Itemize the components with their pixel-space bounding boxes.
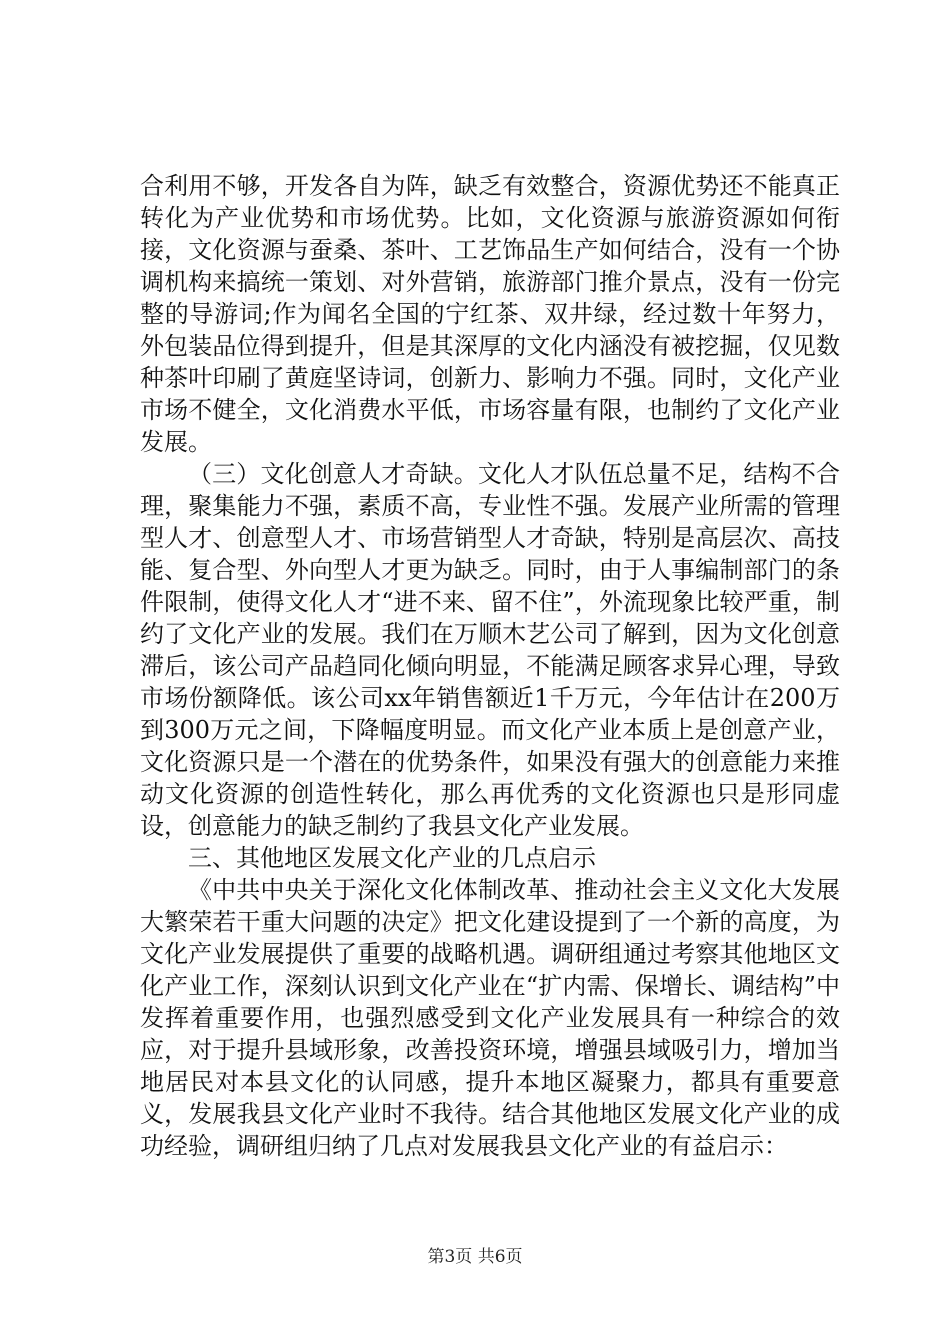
paragraph-inspiration: 《中共中央关于深化文化体制改革、推动社会主义文化大发展大繁荣若干重大问题的决定》把文化建设提到了一个新的高度，为文化产业发展提供了重要的战略机遇。调研组通过考察其他地区文化产业工作，深刻认识到文化产业在“扩内需、保增长、调结构”中发挥着重要作用，也强烈感受到文化产业发展具有一种综合的效应，对于提升县域形象，改善投资环境，增强县域吸引力，增加当地居民对本县文化的认同感，提升本地区凝聚力，都具有重要意义，发展我县文化产业时不我待。结合其他地区发展文化产业的成功经验，调研组归纳了几点对发展我县文化产业的有益启示： bbox=[140, 876, 840, 1160]
paragraph-continuation: 合利用不够，开发各自为阵，缺乏有效整合，资源优势还不能真正转化为产业优势和市场优势。比如，文化资源与旅游资源如何衔接，文化资源与蚕桑、茶叶、工艺饰品生产如何结合，没有一个协调机构来搞统一策划、对外营销，旅游部门推介景点，没有一份完整的导游词;作为闻名全国的宁红茶、双井绿，经过数十年努力，外包装品位得到提升，但是其深厚的文化内涵没有被挖掘，仅见数种茶叶印刷了黄庭坚诗词，创新力、影响力不强。同时，文化产业市场不健全，文化消费水平低，市场容量有限，也制约了文化产业发展。 bbox=[140, 172, 840, 456]
document-body bbox=[140, 170, 840, 1162]
section-heading: 三、其他地区发展文化产业的几点启示 bbox=[188, 844, 596, 872]
page-number-footer: 第3页 共6页 bbox=[427, 1247, 523, 1267]
paragraph-talent-shortage: （三）文化创意人才奇缺。文化人才队伍总量不足，结构不合理，聚集能力不强，素质不高，专业性不强。发展产业所需的管理型人才、创意型人才、市场营销型人才奇缺，特别是高层次、高技能、复合型、外向型人才更为缺乏。同时，由于人事编制部门的条件限制，使得文化人才“进不来、留不住”，外流现象比较严重，制约了文化产业的发展。我们在万顺木艺公司了解到，因为文化创意滞后，该公司产品趋同化倾向明显，不能满足顾客求异心理，导致市场份额降低。该公司xx年销售额近1千万元，今年估计在200万到300万元之间，下降幅度明显。而文化产业本质上是创意产业，文化资源只是一个潜在的优势条件，如果没有强大的创意能力来推动文化资源的创造性转化，那么再优秀的文化资源也只是形同虚设，创意能力的缺乏制约了我县文化产业发展。 bbox=[140, 460, 840, 840]
